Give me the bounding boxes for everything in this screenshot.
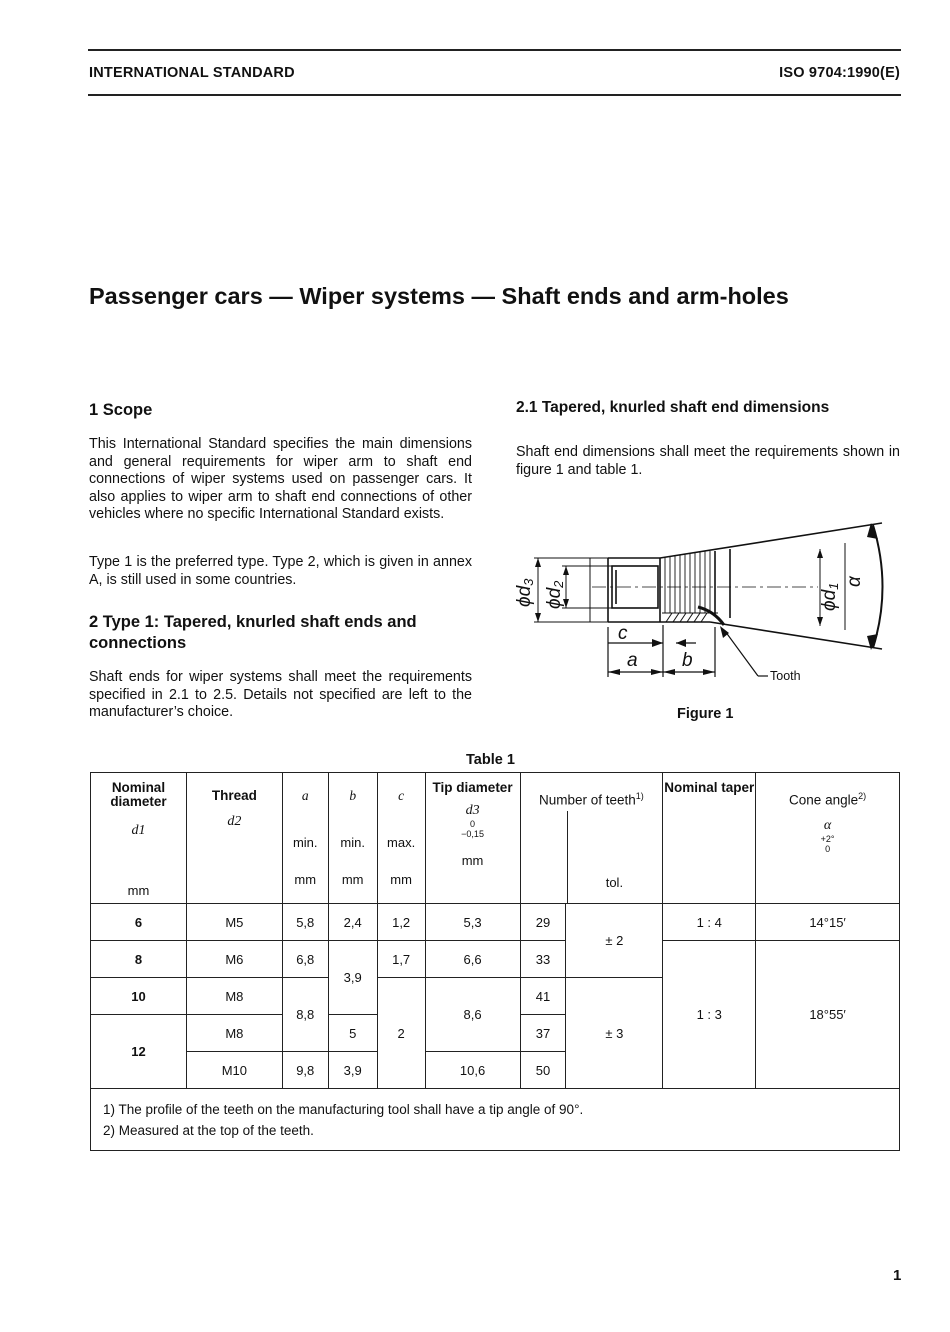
label-d1: ϕd1 [819,582,841,611]
cell-angle-18: 18°55′ [756,941,900,1089]
cell-d1: 12 [91,1015,187,1089]
label-d3: ϕd3 [514,578,536,607]
type1-heading: 2 Type 1: Tapered, knurled shaft ends and connections [89,613,417,652]
header-left: INTERNATIONAL STANDARD [89,65,295,81]
figure-1-drawing [500,515,900,690]
header-right: ISO 9704:1990(E) [779,65,900,81]
label-d2: ϕd2 [544,580,566,609]
cell-tip: 5,3 [425,904,520,941]
label-tooth: Tooth [770,669,801,683]
label-alpha: α [844,576,865,587]
cell-d1: 6 [91,904,187,941]
cell-b: 2,4 [328,904,377,941]
label-a: a [627,650,638,671]
cell-c: 1,2 [377,904,425,941]
figure-1-caption: Figure 1 [677,706,734,722]
cell-thread: M5 [186,904,282,941]
table-footnotes-row [91,1089,900,1151]
cell-angle-14: 14°15′ [756,904,900,941]
label-c: c [618,623,628,644]
cell-teeth: 37 [520,1015,566,1052]
header-thread: Thread d2 [186,773,282,904]
header-rule [88,94,901,96]
cell-c: 1,7 [377,941,425,978]
scope-paragraph-2: Type 1 is the preferred type. Type 2, which is given in annex A, is still used in some countries. [89,554,472,588]
header-number-of-teeth: Number of teeth$^{1)}$ tol. [520,773,663,904]
cell-tip: 10,6 [425,1052,520,1089]
cell-c: 2 [377,978,425,1089]
cell-taper-1-4: 1 : 4 [663,904,756,941]
table-1-caption: Table 1 [466,752,515,768]
cell-tip: 8,6 [425,978,520,1052]
cell-a: 9,8 [282,1052,328,1089]
cell-tip: 6,6 [425,941,520,978]
footnote-1: 1) The profile of the teeth on the manufacturing tool shall have a tip angle of 90°. [103,1101,584,1117]
cell-teeth: 41 [520,978,566,1015]
cell-tol-pm2: ± 2 [566,904,663,978]
cell-b: 3,9 [328,1052,377,1089]
table-row [91,941,900,978]
cell-b: 5 [328,1015,377,1052]
cell-teeth: 50 [520,1052,566,1089]
cell-teeth: 29 [520,904,566,941]
header-nominal-diameter: Nominal diameter d1 mm [91,773,187,904]
type1-paragraph: Shaft ends for wiper systems shall meet the requirements specified in 2.1 to 2.5. Details not specified are left to the manufacturer’s choice. [89,669,472,720]
header-a: a min. mm [282,773,328,904]
cell-thread: M8 [186,1015,282,1052]
table-header-row [91,773,900,904]
cell-a: 5,8 [282,904,328,941]
cell-d1: 8 [91,941,187,978]
label-b: b [682,650,693,671]
cell-taper-1-3: 1 : 3 [663,941,756,1089]
scope-heading: 1 Scope [89,401,153,419]
header-nominal-taper: Nominal taper [663,773,756,904]
cell-tol-pm3: ± 3 [566,978,663,1089]
cell-thread: M10 [186,1052,282,1089]
cell-a: 6,8 [282,941,328,978]
section-2-1-heading: 2.1 Tapered, knurled shaft end dimensions [516,399,830,416]
header-tip-diameter: Tip diameter d3 0 −0,15 mm [425,773,520,904]
header-c: c max. mm [377,773,425,904]
table-row [91,904,900,941]
cell-teeth: 33 [520,941,566,978]
cell-thread: M6 [186,941,282,978]
cell-a: 8,8 [282,978,328,1052]
header-b: b min. mm [328,773,377,904]
cell-thread: M8 [186,978,282,1015]
section-2-1-paragraph: Shaft end dimensions shall meet the requirements shown in figure 1 and table 1. [516,444,900,478]
top-rule [88,49,901,51]
cell-d1: 10 [91,978,187,1015]
table-1 [90,772,900,1151]
cell-b: 3,9 [328,941,377,1015]
scope-paragraph-1: This International Standard specifies the main dimensions and general requirements for wiper arm to shaft end connections of wiper systems used on passenger cars. It also applies to wiper arm to shaft end connections of other vehicles where no specific International Standard exists. [89,436,472,522]
footnote-2: 2) Measured at the top of the teeth. [103,1122,314,1138]
header-cone-angle: Cone angle$^{2)}$ α +2° 0 [756,773,900,904]
page-number: 1 [893,1267,902,1284]
document-title: Passenger cars — Wiper systems — Shaft ends and arm-holes [89,283,789,309]
